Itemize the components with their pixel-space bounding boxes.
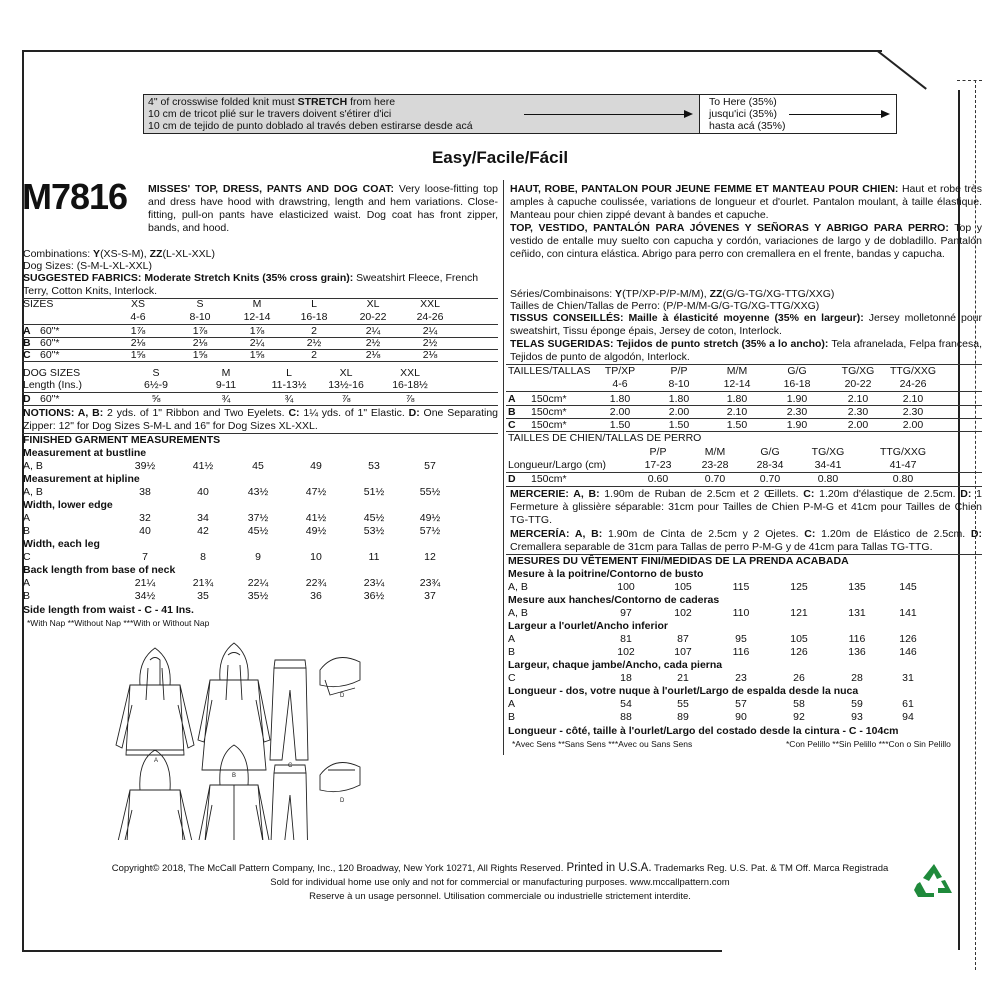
view-label-c-front: C [288, 763, 293, 769]
metric-dog-length: 34-41 [814, 459, 842, 471]
measurement-value: 9 [255, 551, 261, 563]
measurement-value: 40 [139, 525, 151, 537]
dog-row-rule [22, 405, 498, 406]
metric-size-number: 8-10 [668, 378, 690, 390]
metric-measurement-row-label: A [508, 633, 516, 645]
dog-yardage-value: ¾ [284, 393, 294, 405]
yardage-value: 1⅞ [249, 325, 265, 337]
yardage-value: 2¼ [422, 325, 438, 337]
arrow-right-icon [684, 110, 693, 118]
to-here-fr: jusqu'ici (35%) [709, 108, 777, 120]
metric-yardage-view: B [508, 406, 516, 418]
yardage-value: 2½ [422, 337, 438, 349]
metric-dog-yardage-value: 0.70 [759, 473, 781, 485]
merceria-es: MERCERÍA: A, B: 1.90m de Cinta de 2.5cm y 2 Ojetes. C: 1.20m de Elástico de 2.5cm. D: Cremallera separable de 31cm para Tallas de perro P-M-G y de 41cm para Tallas TG-TTG. [510, 528, 982, 553]
metric-yardage-value: 1.80 [609, 393, 631, 405]
measurement-value: 53 [368, 460, 380, 472]
finished-title: FINISHED GARMENT MEASUREMENTS [23, 434, 221, 446]
metric-size-header: M/M [726, 365, 748, 377]
view-c-back-drawing [270, 765, 308, 840]
measurement-value: 35½ [247, 590, 269, 602]
measurement-value: 45½ [247, 525, 269, 537]
metric-yardage-view: C [508, 419, 516, 431]
metric-measurement-value: 105 [674, 581, 692, 593]
metric-measurement-value: 87 [677, 633, 689, 645]
measurement-value: 49½ [305, 525, 327, 537]
metric-measurement-value: 59 [851, 698, 863, 710]
measurement-value: 22¼ [247, 577, 269, 589]
arrow-right-icon [524, 114, 684, 115]
measurement-value: 37 [424, 590, 436, 602]
description-fr: HAUT, ROBE, PANTALON POUR JEUNE FEMME ET MANTEAU POUR CHIEN: Haut et robe très amples à capuche coulissée, variations de longueur et d'ourlet. Pantalon moulant, à taille élastique. Manteau pour chien zippé devant à bandes et capuche. [510, 183, 983, 221]
view-c-front-drawing [270, 660, 308, 760]
metric-measurement-value: 92 [793, 711, 805, 723]
measurement-value: 42 [197, 525, 209, 537]
dog-length: 11-13½ [271, 379, 307, 391]
size-header: XXL [420, 298, 440, 310]
suggested-fabrics-es: TELAS SUGERIDAS: Tejidos de punto stretch (35% a lo ancho): Tela afranelada, Felpa francesa, Tejidos de punto de algodón, Interlock. [510, 338, 982, 363]
yardage-value: 2⅛ [130, 337, 146, 349]
metric-size-header: G/G [787, 365, 807, 377]
metric-measurement-title: Mesure aux hanches/Contorno de caderas [508, 594, 720, 606]
combinations-fr: Séries/Combinaisons: Y(TP/XP-P/P-M/M), ZZ(G/G-TG/XG-TTG/XXG) [510, 288, 835, 300]
metric-sizes-label: TAILLES/TALLAS [508, 365, 591, 377]
view-b-front-drawing [198, 643, 270, 770]
metric-measurement-row-label: A, B [508, 607, 528, 619]
pattern-number: M7816 [22, 176, 128, 217]
measurement-value: 21¼ [134, 577, 156, 589]
arrow-right-icon [881, 110, 890, 118]
nap-note-fr: *Avec Sens **Sans Sens ***Avec ou Sans Sens [512, 739, 693, 749]
measurement-value: 53½ [363, 525, 385, 537]
metric-dog-size-header: TG/XG [811, 446, 845, 458]
measurement-value: 38 [139, 486, 151, 498]
view-b-back-drawing [198, 745, 270, 840]
metric-measurement-value: 107 [674, 646, 692, 658]
dog-length: 16-18½ [392, 379, 428, 391]
metric-dog-view: D [508, 473, 516, 485]
size-number: 8-10 [189, 311, 211, 323]
dog-sizes-en: Dog Sizes: (S-M-L-XL-XXL) [23, 260, 152, 272]
metric-finished-title: MESURES DU VÊTEMENT FINI/MEDIDAS DE LA PRENDA ACABADA [508, 555, 849, 567]
measurement-row-label: C [23, 551, 31, 563]
metric-size-number: 24-26 [899, 378, 927, 390]
measurement-value: 35 [197, 590, 209, 602]
yardage-row-rule [22, 361, 498, 362]
yardage-value: 2¼ [365, 325, 381, 337]
to-here-en: To Here (35%) [709, 96, 777, 108]
dog-size-header: M [221, 367, 231, 379]
size-number: 16-18 [300, 311, 328, 323]
metric-dog-length: 28-34 [756, 459, 784, 471]
yardage-value: 2 [311, 325, 317, 337]
size-header: XS [130, 298, 146, 310]
view-d-front-drawing [320, 658, 360, 696]
metric-measurement-value: 94 [902, 711, 914, 723]
yardage-width: 60"* [40, 349, 60, 361]
measurement-row-label: A, B [23, 486, 43, 498]
measurement-row-label: A [23, 577, 31, 589]
metric-size-header: TP/XP [604, 365, 636, 377]
metric-measurement-row-label: A, B [508, 581, 528, 593]
metric-measurement-value: 31 [902, 672, 914, 684]
measurement-value: 55½ [419, 486, 441, 498]
metric-measurement-value: 89 [677, 711, 689, 723]
metric-measurement-value: 115 [732, 581, 750, 593]
dog-sizes-label: DOG SIZES [23, 367, 81, 379]
gauge-line-es: 10 cm de tejido de punto doblado al través deben estirarse desde acá [148, 120, 473, 132]
sizes-label: SIZES [23, 298, 54, 310]
yardage-value: 2 [311, 349, 317, 361]
metric-dog-width: 150cm* [531, 473, 567, 485]
view-label-b-front: B [232, 773, 237, 779]
metric-yardage-value: 2.00 [609, 406, 631, 418]
measurement-value: 45½ [363, 512, 385, 524]
metric-measurement-value: 121 [790, 607, 808, 619]
measurement-value: 36 [310, 590, 322, 602]
footer-copyright: Copyright© 2018, The McCall Pattern Company, Inc., 120 Broadway, New York 10271, All Rights Reserved. Printed in U.S.A. Trademarks Reg. U.S. Pat. & TM Off. Marca Registrada [111, 862, 889, 874]
dog-rule [22, 392, 498, 393]
measurement-value: 12 [424, 551, 436, 563]
measurement-value: 23¼ [363, 577, 385, 589]
measurement-value: 37½ [247, 512, 269, 524]
size-header: L [311, 298, 317, 310]
view-label-d-back: D [340, 798, 345, 804]
size-header: XL [366, 298, 380, 310]
metric-dog-label: TAILLES DE CHIEN/TALLAS DE PERRO [508, 432, 702, 444]
metric-dog-size-header: G/G [760, 446, 780, 458]
metric-dog-length: 41-47 [889, 459, 917, 471]
dog-length: 13½-16 [328, 379, 364, 391]
dog-size-header: XXL [400, 367, 420, 379]
metric-yardage-value: 2.10 [726, 406, 748, 418]
metric-dog-size-header: P/P [649, 446, 667, 458]
suggested-fabrics-en: SUGGESTED FABRICS: Moderate Stretch Knits (35% cross grain): Sweatshirt Fleece, French Terry, Cotton Knits, Interlock. [23, 272, 479, 297]
footer-sold: Sold for individual home use only and not for commercial or manufacturing purposes. www.mccallpattern.com [270, 877, 730, 888]
size-number: 12-14 [243, 311, 271, 323]
measurement-value: 51½ [363, 486, 385, 498]
measurement-row-label: A, B [23, 460, 43, 472]
to-here-es: hasta acá (35%) [709, 120, 786, 132]
metric-dog-row-rule [506, 486, 982, 487]
length-label: Length (Ins.) [23, 379, 82, 391]
metric-size-number: 16-18 [783, 378, 811, 390]
metric-yardage-value: 1.50 [726, 419, 748, 431]
metric-measurement-value: 95 [735, 633, 747, 645]
yardage-value: 1⅞ [130, 325, 146, 337]
metric-measurement-title: Longueur - dos, votre nuque à l'ourlet/Largo de espalda desde la nuca [508, 685, 859, 697]
metric-measurement-value: 145 [899, 581, 917, 593]
metric-size-number: 20-22 [844, 378, 872, 390]
metric-measurement-value: 131 [848, 607, 866, 619]
technical-drawings [110, 640, 470, 840]
metric-measurement-value: 126 [790, 646, 808, 658]
yardage-value: 2½ [306, 337, 322, 349]
metric-measurement-title: Mesure à la poitrine/Contorno de busto [508, 568, 704, 580]
metric-measurement-value: 102 [617, 646, 635, 658]
metric-measurement-value: 125 [790, 581, 808, 593]
yardage-width: 60"* [40, 325, 60, 337]
view-a-front-drawing [116, 648, 194, 755]
measurement-row-label: B [23, 590, 31, 602]
dog-length: 9-11 [215, 379, 237, 391]
metric-measurement-value: 55 [677, 698, 689, 710]
metric-dog-length: 17-23 [644, 459, 672, 471]
gauge-line-fr: 10 cm de tricot plié sur le travers doivent s'étirer d'ici [148, 108, 392, 120]
metric-yardage-value: 2.00 [668, 406, 690, 418]
metric-yardage-value: 2.30 [902, 406, 924, 418]
metric-dog-length: 23-28 [701, 459, 729, 471]
metric-measurement-value: 97 [620, 607, 632, 619]
column-divider [503, 180, 504, 755]
metric-length-label: Longueur/Largo (cm) [508, 459, 607, 471]
bottom-frame-line [22, 950, 722, 952]
metric-dog-size-header: M/M [704, 446, 726, 458]
measurement-value: 47½ [305, 486, 327, 498]
dog-yardage-value: ⅝ [151, 393, 161, 405]
measurement-value: 43½ [247, 486, 269, 498]
measurement-row-label: B [23, 525, 31, 537]
dog-size-header: L [286, 367, 292, 379]
metric-measurement-value: 54 [620, 698, 632, 710]
measurement-value: 57 [424, 460, 436, 472]
metric-yardage-value: 2.00 [902, 419, 924, 431]
dog-length: 6½-9 [144, 379, 168, 391]
measurement-title: Width, lower edge [23, 499, 113, 511]
metric-yardage-width: 150cm* [531, 419, 567, 431]
measurement-value: 23¾ [419, 577, 441, 589]
yardage-width: 60"* [40, 337, 60, 349]
yardage-view: A [23, 325, 31, 337]
metric-yardage-value: 1.50 [609, 419, 631, 431]
measurement-value: 32 [139, 512, 151, 524]
metric-yardage-value: 2.00 [847, 419, 869, 431]
description-en: MISSES' TOP, DRESS, PANTS AND DOG COAT: Very loose-fitting top and dress have hood with drawstring, length and hem variations. Close-fitting, pull-on pants have elasticized waist. Dog coat has front zipper, bands, and hood. [148, 183, 498, 234]
metric-measurement-value: 28 [851, 672, 863, 684]
metric-yardage-value: 1.80 [726, 393, 748, 405]
metric-size-header: TTG/XXG [889, 365, 937, 377]
metric-yardage-value: 2.30 [847, 406, 869, 418]
metric-measurement-value: 26 [793, 672, 805, 684]
top-frame-line [22, 50, 882, 52]
metric-yardage-value: 2.30 [786, 406, 808, 418]
measurement-value: 7 [142, 551, 148, 563]
metric-measurement-value: 110 [732, 607, 750, 619]
stretch-gauge [143, 94, 897, 134]
metric-measurement-value: 116 [732, 646, 750, 658]
dog-yardage-value: ¾ [221, 393, 231, 405]
metric-measurement-value: 58 [793, 698, 805, 710]
size-header: M [252, 298, 262, 310]
metric-measurement-value: 146 [899, 646, 917, 658]
metric-measurement-value: 93 [851, 711, 863, 723]
metric-measurement-value: 81 [620, 633, 632, 645]
yardage-value: 1⅝ [249, 349, 265, 361]
notions-en: NOTIONS: A, B: 2 yds. of 1" Ribbon and Two Eyelets. C: 1¼ yds. of 1" Elastic. D: One Separating Zipper: 12" for Dog Sizes S-M-L and 16" for Dog Sizes XL-XXL. [23, 407, 499, 432]
combinations-en: Combinations: Y(XS-S-M), ZZ(L-XL-XXL) [23, 248, 215, 260]
metric-dog-yardage-value: 0.70 [704, 473, 726, 485]
measurement-value: 11 [368, 551, 380, 563]
metric-yardage-view: A [508, 393, 516, 405]
metric-yardage-value: 1.90 [786, 393, 808, 405]
metric-measurement-row-label: B [508, 711, 516, 723]
metric-measurement-value: 18 [620, 672, 632, 684]
yardage-value: 2⅛ [192, 337, 208, 349]
measurement-value: 22¾ [305, 577, 327, 589]
size-header: S [196, 298, 204, 310]
metric-yardage-rule [506, 391, 982, 392]
measurement-value: 36½ [363, 590, 385, 602]
nap-note-es: *Con Pelillo **Sin Pelillo ***Con o Sin Pelillo [786, 739, 951, 749]
view-label-d-front: D [340, 693, 345, 699]
measurement-title: Measurement at bustline [23, 447, 147, 459]
measurement-value: 34½ [134, 590, 156, 602]
metric-measurement-title: Largeur, chaque jambe/Ancho, cada pierna [508, 659, 723, 671]
metric-measurement-value: 21 [677, 672, 689, 684]
metric-dog-yardage-value: 0.80 [817, 473, 839, 485]
side-length: Side length from waist - C - 41 Ins. [23, 604, 194, 616]
metric-measurement-value: 102 [674, 607, 692, 619]
metric-yardage-value: 1.90 [786, 419, 808, 431]
yardage-value: 1⅝ [130, 349, 146, 361]
top-frame-slant [877, 50, 927, 89]
measurement-value: 49½ [419, 512, 441, 524]
measurement-value: 10 [310, 551, 322, 563]
measurement-value: 41½ [192, 460, 214, 472]
top-dashed-line [957, 80, 982, 81]
recycle-icon [914, 862, 954, 898]
metric-measurement-value: 126 [899, 633, 917, 645]
metric-yardage-width: 150cm* [531, 393, 567, 405]
metric-measurement-value: 141 [899, 607, 917, 619]
metric-dog-yardage-value: 0.80 [892, 473, 914, 485]
yardage-value: 2⅛ [365, 349, 381, 361]
metric-measurement-value: 90 [735, 711, 747, 723]
mercerie-fr: MERCERIE: A, B: 1.90m de Ruban de 2.5cm et 2 Œillets. C: 1.20m d'élastique de 2.5cm. D: 1 Fermeture à glissière séparable: 31cm pour Tailles de Chien P-M-G et 41cm pour Tailles de Chien TG-TTG. [510, 488, 982, 526]
metric-size-number: 4-6 [612, 378, 628, 390]
arrow-right-icon [789, 114, 881, 115]
description-es: TOP, VESTIDO, PANTALÓN PARA JÓVENES Y SEÑORAS Y ABRIGO PARA PERRO: Top y vestido de entalle muy suelto con capucha y cordón, variaciones de largo y de dobladillo. Pantalón ceñido, con cintura elástica. Abrigo para perro con cremallera en el frente, bandas y capucha. [510, 222, 982, 260]
measurement-value: 57½ [419, 525, 441, 537]
measurement-title: Back length from base of neck [23, 564, 176, 576]
metric-measurement-value: 100 [617, 581, 635, 593]
measurement-row-label: A [23, 512, 31, 524]
measurement-value: 39½ [134, 460, 156, 472]
yardage-value: 1⅝ [192, 349, 208, 361]
metric-yardage-value: 2.10 [847, 393, 869, 405]
metric-measurement-value: 88 [620, 711, 632, 723]
metric-size-header: TG/XG [841, 365, 875, 377]
dog-size-header: XL [339, 367, 353, 379]
measurement-value: 49 [310, 460, 322, 472]
measurement-title: Width, each leg [23, 538, 100, 550]
size-number: 24-26 [416, 311, 444, 323]
metric-measurement-value: 57 [735, 698, 747, 710]
metric-measurement-row-label: A [508, 698, 516, 710]
metric-dog-size-header: TTG/XXG [879, 446, 927, 458]
metric-size-header: P/P [670, 365, 688, 377]
nap-note: *With Nap **Without Nap ***With or Without Nap [27, 618, 210, 628]
metric-yardage-value: 2.10 [902, 393, 924, 405]
dog-sizes-fr: Tailles de Chien/Tallas de Perro: (P/P-M/M-G/G-TG/XG-TTG/XXG) [510, 300, 820, 312]
dog-view: D [23, 393, 31, 405]
metric-yardage-value: 1.50 [668, 419, 690, 431]
metric-yardage-value: 1.80 [668, 393, 690, 405]
view-d-back-drawing [320, 763, 360, 792]
metric-dog-yardage-value: 0.60 [647, 473, 669, 485]
metric-measurement-value: 23 [735, 672, 747, 684]
metric-measurement-row-label: B [508, 646, 516, 658]
difficulty-title: Easy/Facile/Fácil [431, 148, 569, 167]
dog-yardage-value: ⅞ [341, 393, 351, 405]
dog-yardage-value: ⅞ [405, 393, 415, 405]
measurement-title: Measurement at hipline [23, 473, 140, 485]
metric-measurement-row-label: C [508, 672, 516, 684]
metric-measurement-value: 135 [848, 581, 866, 593]
size-number: 20-22 [359, 311, 387, 323]
measurement-value: 34 [197, 512, 209, 524]
yardage-value: 2½ [365, 337, 381, 349]
measurement-value: 21¾ [192, 577, 214, 589]
measurement-value: 41½ [305, 512, 327, 524]
yardage-view: B [23, 337, 31, 349]
metric-measurement-value: 116 [848, 633, 866, 645]
size-number: 4-6 [130, 311, 146, 323]
yardage-value: 2¼ [249, 337, 265, 349]
measurement-value: 45 [252, 460, 264, 472]
view-label-a-front: A [154, 758, 159, 764]
metric-side-length: Longueur - côté, taille à l'ourlet/Largo del costado desde la cintura - C - 104cm [508, 725, 899, 737]
metric-measurement-value: 136 [848, 646, 866, 658]
suggested-fabrics-fr: TISSUS CONSEILLÉS: Maille à élasticité moyenne (35% en largeur): Jersey molletonné pour sweatshirt, Tissu éponge épais, Jersey de coton, Interlock. [510, 312, 982, 337]
yardage-value: 1⅞ [192, 325, 208, 337]
metric-size-number: 12-14 [723, 378, 751, 390]
yardage-view: C [23, 349, 31, 361]
yardage-value: 2⅛ [422, 349, 438, 361]
metric-measurement-title: Largeur a l'ourlet/Ancho inferior [508, 620, 669, 632]
metric-measurement-value: 61 [902, 698, 914, 710]
measurement-value: 40 [197, 486, 209, 498]
gauge-line-en: 4" of crosswise folded knit must STRETCH from here [148, 96, 396, 108]
measurement-value: 8 [200, 551, 206, 563]
metric-measurement-value: 105 [790, 633, 808, 645]
metric-yardage-width: 150cm* [531, 406, 567, 418]
dog-size-header: S [152, 367, 160, 379]
footer-reserve: Reserve à un usage personnel. Utilisation commerciale ou industrielle strictement interdite. [309, 891, 691, 902]
dog-width: 60"* [40, 393, 60, 405]
